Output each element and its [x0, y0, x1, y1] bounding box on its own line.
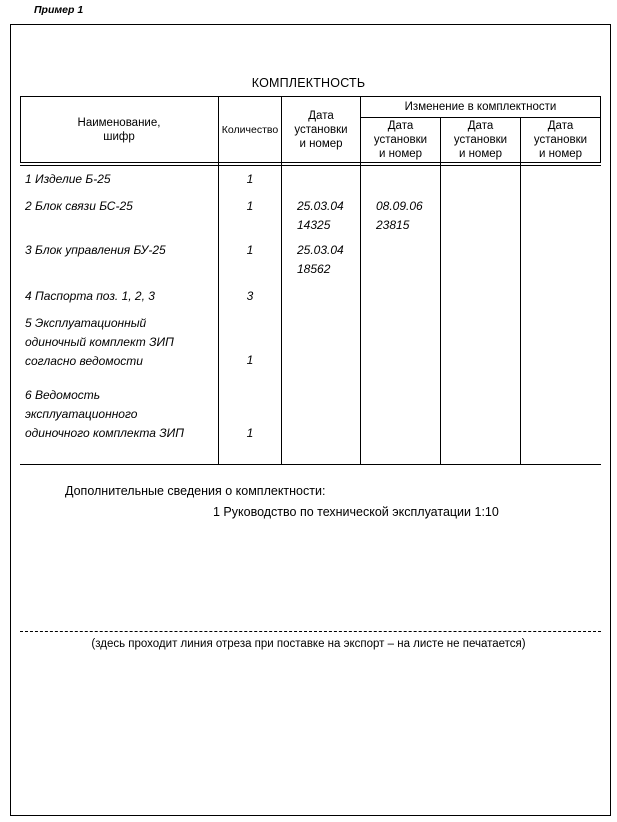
header-bottom-rule — [20, 162, 601, 163]
row-4-qty: 3 — [246, 289, 254, 303]
row-1-name: 1 Изделие Б-25 — [25, 172, 111, 186]
date-line: 25.03.04 — [297, 243, 344, 257]
header-quantity-label: Количество — [221, 123, 279, 136]
header-line: и номер — [538, 148, 583, 160]
header-line: и номер — [458, 148, 503, 160]
header-changes — [361, 97, 600, 117]
header-name-line: Наименование, — [77, 116, 161, 129]
header-line: установки — [294, 123, 348, 136]
additional-info-title: Дополнительные сведения о комплектности: — [65, 484, 326, 498]
row-5-name — [25, 314, 174, 371]
row-5-qty: 1 — [246, 353, 254, 367]
name-line: одиночного комплекта ЗИП — [25, 426, 184, 440]
name-line: одиночный комплект ЗИП — [25, 335, 174, 349]
name-line: 6 Ведомость — [25, 388, 101, 402]
col-divider — [440, 117, 441, 465]
header-change-date-2 — [441, 118, 520, 162]
header-line: установки — [373, 134, 428, 146]
row-3-qty: 1 — [246, 243, 254, 257]
table-right-edge — [600, 96, 601, 163]
header-change-date-1 — [361, 118, 440, 162]
date-line: 25.03.04 — [297, 199, 344, 213]
cut-note: (здесь проходит линия отреза при поставке на экспорт – на листе не печатается) — [91, 638, 526, 650]
additional-info-item: 1 Руководство по технической эксплуатации 1:10 — [213, 505, 499, 519]
row-3-name: 3 Блок управления БУ-25 — [25, 243, 166, 257]
example-label: Пример 1 — [34, 4, 84, 16]
header-line: Дата — [547, 120, 574, 132]
date-line: 08.09.06 — [376, 199, 423, 213]
header-install-date — [282, 97, 360, 162]
row-3-date — [297, 241, 344, 279]
row-1-qty: 1 — [246, 172, 254, 186]
number-line: 14325 — [297, 218, 331, 232]
row-6-name — [25, 386, 184, 443]
header-line: Дата — [467, 120, 494, 132]
col-divider — [520, 117, 521, 465]
row-4-name: 4 Паспорта поз. 1, 2, 3 — [25, 289, 155, 303]
row-2-date — [297, 197, 344, 235]
header-line: и номер — [299, 137, 343, 150]
row-2-qty: 1 — [246, 199, 254, 213]
header-line: установки — [453, 134, 508, 146]
table-bottom-rule — [20, 464, 601, 465]
header-line: Дата — [387, 120, 414, 132]
name-line: 5 Эксплуатационный — [25, 316, 147, 330]
header-name-line: шифр — [103, 130, 135, 143]
number-line: 23815 — [376, 218, 410, 232]
document-title: КОМПЛЕКТНОСТЬ — [251, 76, 366, 90]
row-2-name: 2 Блок связи БС-25 — [25, 199, 133, 213]
header-line: и номер — [378, 148, 423, 160]
cut-line — [20, 631, 601, 632]
header-quantity — [219, 97, 281, 162]
header-line: Дата — [308, 109, 334, 122]
number-line: 18562 — [297, 262, 331, 276]
name-line: эксплуатационного — [25, 407, 138, 421]
header-change-date-3 — [521, 118, 600, 162]
header-bottom-rule-2 — [20, 165, 601, 166]
name-line: согласно ведомости — [25, 354, 143, 368]
header-line: установки — [533, 134, 588, 146]
header-name — [20, 97, 218, 162]
row-6-qty: 1 — [246, 426, 254, 440]
row-2-change-1 — [376, 197, 423, 235]
header-changes-label: Изменение в комплектности — [404, 101, 557, 113]
